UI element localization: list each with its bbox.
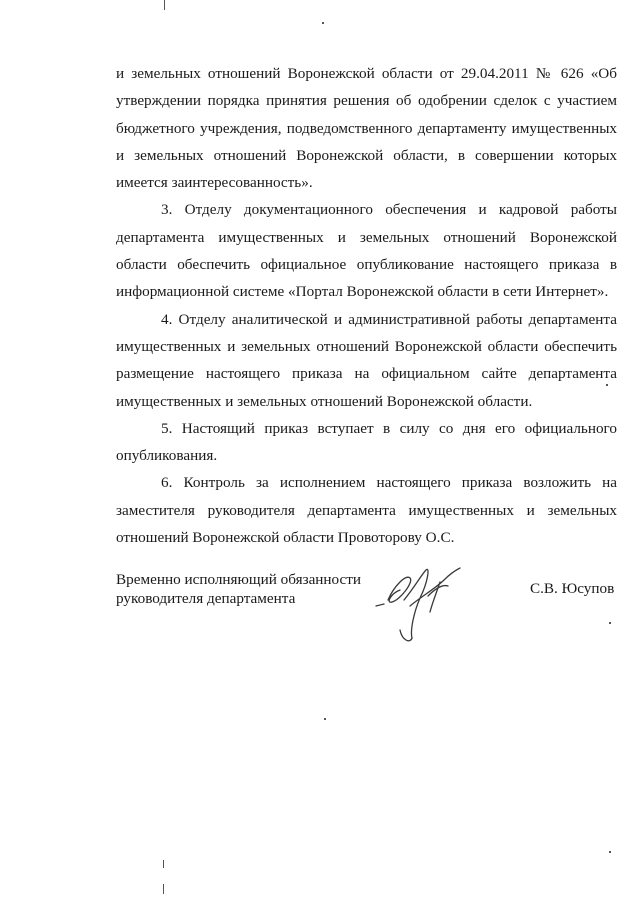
paragraph-continuation: и земельных отношений Воронежской области от 29.04.2011 № 626 «Об утверждении порядка принятия решения об одобрении сделок с участием бюджетного учреждения, подведомственного департаменту имущественных и земельных отношений Воронежской области, в совершении которых имеется заинтересованность».	[116, 65, 617, 192]
signatory-position-line-1: Временно исполняющий обязанности	[116, 571, 362, 588]
order-body	[116, 60, 617, 551]
scan-mark	[609, 622, 611, 624]
signatory-name: С.В. Юсупов	[530, 580, 615, 597]
signatory-position-line-2: руководителя департамента	[116, 590, 296, 607]
handwritten-signature-icon	[370, 560, 480, 648]
scan-mark	[609, 851, 611, 853]
paragraph-item-5: 5. Настоящий приказ вступает в силу со дня его официального опубликования.	[116, 419, 617, 465]
scan-mark	[606, 384, 608, 386]
scan-mark	[163, 860, 164, 868]
paragraph-item-6: 6. Контроль за исполнением настоящего приказа возложить на заместителя руководителя департамента имущественных и земельных отношений Воронежской области Провоторову О.С.	[116, 474, 617, 547]
scan-mark	[163, 884, 164, 894]
scan-mark	[324, 718, 326, 720]
paragraph-item-3: 3. Отделу документационного обеспечения и кадровой работы департамента имущественных и земельных отношений Воронежской области обеспечить официальное опубликование настоящего приказа в информационной системе «Портал Воронежской области в сети Интернет».	[116, 201, 617, 301]
scan-mark	[164, 0, 165, 10]
paragraph-item-4: 4. Отделу аналитической и административной работы департамента имущественных и земельных отношений Воронежской области обеспечить размещение настоящего приказа на официальном сайте департамента имущественных и земельных отношений Воронежской области.	[116, 310, 617, 410]
scan-mark	[322, 22, 324, 24]
signatory-position	[116, 570, 361, 608]
